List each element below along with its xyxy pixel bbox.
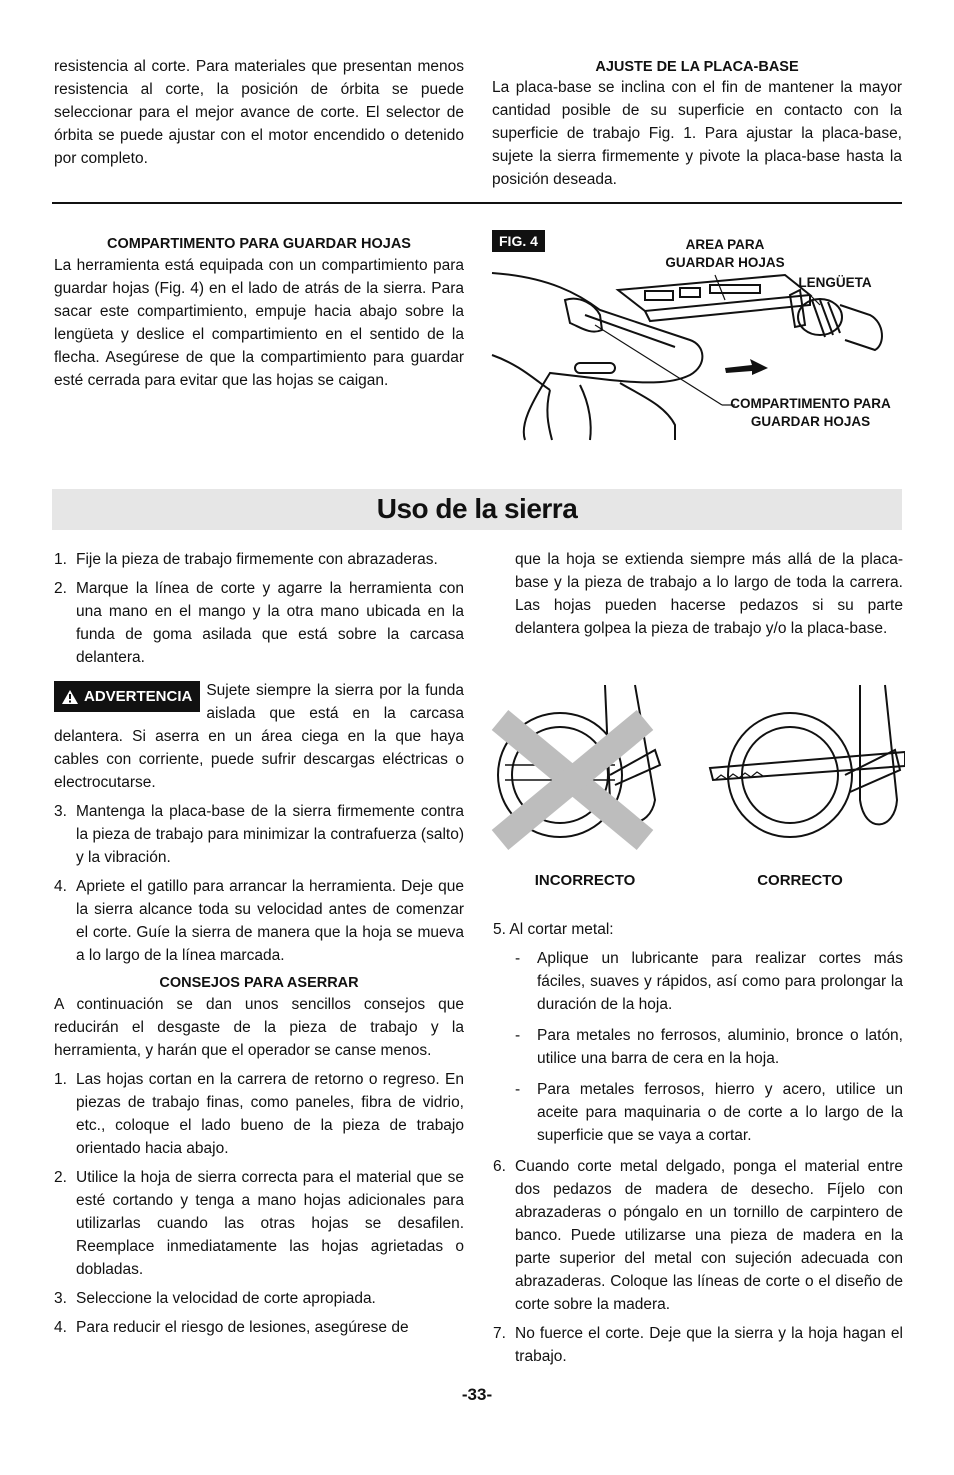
warning-badge [54, 681, 200, 712]
list-item [54, 577, 464, 669]
list-item-number: 6. [493, 1158, 506, 1175]
list-item-text: Apriete el gatillo para arrancar la herramienta. Deje que la sierra alcance toda su velocidad antes de comenzar el corte. Guíe la sierra de manera que la hoja se mueva a lo largo de la línea marcada. [76, 878, 464, 964]
dash-item [493, 1024, 903, 1070]
list-item-number: 4. [54, 878, 67, 895]
fig4-label-tab: LENGÜETA [798, 275, 872, 290]
list-item-text: No fuerce el corte. Deje que la sierra y la hoja hagan el trabajo. [515, 1325, 903, 1365]
list-item-text: Seleccione la velocidad de corte apropiada. [76, 1290, 376, 1307]
tips-intro: A continuación se dan unos sencillos consejos que reducirán el desgaste de la pieza de trabajo y la herramienta, y harán que el operador se canse menos. [54, 996, 464, 1059]
list-item-text: Para reducir el riesgo de lesiones, asegúrese de [76, 1319, 409, 1336]
storage-heading: COMPARTIMENTO PARA GUARDAR HOJAS [107, 236, 411, 252]
dash-marker: - [515, 1081, 521, 1098]
continuation-paragraph: que la hoja se extienda siempre más allá de la placa-base y la pieza de trabajo a lo largo de toda la carrera. Las hojas pueden hacerse pedazos si su parte delantera golpea la pieza de trabajo y/o la placa-base. [515, 551, 903, 637]
list-item-text: Utilice la hoja de sierra correcta para el material que se esté cortando y tenga a mano hojas adicionales para utilizarlas cuando las otras hojas se desafilen. Reemplace inmediatamente las hojas agrietadas o dobladas. [76, 1169, 464, 1278]
tips-heading: CONSEJOS PARA ASERRAR [159, 975, 359, 991]
warning-triangle-icon [62, 690, 78, 704]
list-item [54, 1287, 464, 1310]
list-item-text: Mantenga la placa-base de la sierra firmemente contra la pieza de trabajo para minimizar la contrafuerza (salto) y la vibración. [76, 803, 464, 866]
dash-item [493, 947, 903, 1016]
list-item [493, 1322, 903, 1368]
fig4-label-area: AREA PARA GUARDAR HOJAS [665, 237, 785, 270]
fig4-saw-illustration [490, 255, 900, 445]
placa-base-heading: AJUSTE DE LA PLACA-BASE [595, 59, 799, 75]
list-item-text: Las hojas cortan en la carrera de retorno o regreso. En piezas de trabajo finas, como paneles, fibra de vidrio, etc., coloque el lado bueno de la pieza de trabajo orientado hacia abajo. [76, 1071, 464, 1157]
section-divider [52, 202, 902, 204]
dash-item-text: Aplique un lubricante para realizar cortes más fáciles, suaves y rápidos, así como para prolongar la duración de la hoja. [537, 950, 903, 1013]
list-item [54, 875, 464, 967]
list-item [54, 1068, 464, 1160]
list-item [54, 548, 464, 571]
warning-block [54, 679, 464, 794]
list-item-number: 3. [54, 1290, 67, 1307]
section-title: Uso de la sierra [376, 493, 578, 524]
left-column [54, 548, 464, 1345]
warning-label: ADVERTENCIA [84, 688, 193, 705]
warning-text: Sujete siempre la sierra por la funda aislada que está en la carcasa delantera. Si aserra en un área ciega en la que haya cables con corriente, puede sufrir descargas eléctricas o electrocutarse. [54, 682, 464, 791]
list-item-number: 7. [493, 1325, 506, 1342]
item5-heading: 5. Al cortar metal: [493, 921, 614, 938]
page-number: -33- [461, 1385, 493, 1404]
list-item-number: 1. [54, 1071, 67, 1088]
label-correct: CORRECTO [757, 872, 843, 889]
list-item-text: Cuando corte metal delgado, ponga el material entre dos pedazos de madera de desecho. Fíjelo con abrazaderas o póngalo en un tornillo de carpintero de banco. Puede utilizarse una pieza de madera en la parte superior del metal con sujeción adecuada con abrazaderas. Coloque las líneas de corte o el diseño de corte sobre la madera. [515, 1158, 903, 1313]
fig4-tag: FIG. 4 [492, 230, 545, 252]
list-item-number: 3. [54, 803, 67, 820]
label-incorrect: INCORRECTO [534, 872, 636, 889]
placa-base-paragraph: La placa-base se inclina con el fin de mantener la mayor cantidad posible de su superficie en contacto con la superficie de trabajo Fig. 1. Para ajustar la placa-base, sujete la sierra firmemente y pivote la placa-base hasta la posición deseada. [492, 79, 902, 188]
list-item [54, 800, 464, 869]
list-item-number: 2. [54, 1169, 67, 1186]
blade-position-illustration [485, 680, 905, 860]
dash-item [493, 1078, 903, 1147]
list-item-number: 2. [54, 580, 67, 597]
list-item-text: Marque la línea de corte y agarre la herramienta con una mano en el mango y la otra mano ubicada en la funda de goma asilada que está sobre la carcasa delantera. [76, 580, 464, 666]
fig4-label-compartment: COMPARTIMENTO PARA GUARDAR HOJAS [730, 396, 891, 429]
list-item-number: 1. [54, 551, 67, 568]
list-item [54, 1316, 464, 1339]
section-banner [52, 489, 902, 530]
list-item-text: Fije la pieza de trabajo firmemente con abrazaderas. [76, 551, 438, 568]
list-item [54, 1166, 464, 1281]
dash-marker: - [515, 1027, 521, 1044]
list-item-number: 4. [54, 1319, 67, 1336]
dash-item-text: Para metales no ferrosos, aluminio, bronce o latón, utilice una barra de cera en la hoja. [537, 1027, 903, 1067]
storage-paragraph: La herramienta está equipada con un compartimiento para guardar hojas (Fig. 4) en el lado de atrás de la sierra. Para sacar este compartimiento, empuje hacia abajo sobre la lengüeta y deslice el compartimiento en el sentido de la flecha. Asegúrese de que la compartimiento para guardar esté cerrada para evitar que las hojas se caigan. [54, 257, 464, 389]
dash-item-text: Para metales ferrosos, hierro y acero, utilice un aceite para maquinaria o de corte a lo largo de la superficie que se vaya a cortar. [537, 1081, 903, 1144]
dash-marker: - [515, 950, 521, 967]
right-list [493, 918, 903, 1374]
list-item [493, 1155, 903, 1316]
top-left-paragraph: resistencia al corte. Para materiales que presentan menos resistencia al corte, la posición de órbita se puede seleccionar para el mejor avance de corte. El selector de órbita se puede ajustar con el motor encendido o detenido por completo. [54, 58, 464, 167]
